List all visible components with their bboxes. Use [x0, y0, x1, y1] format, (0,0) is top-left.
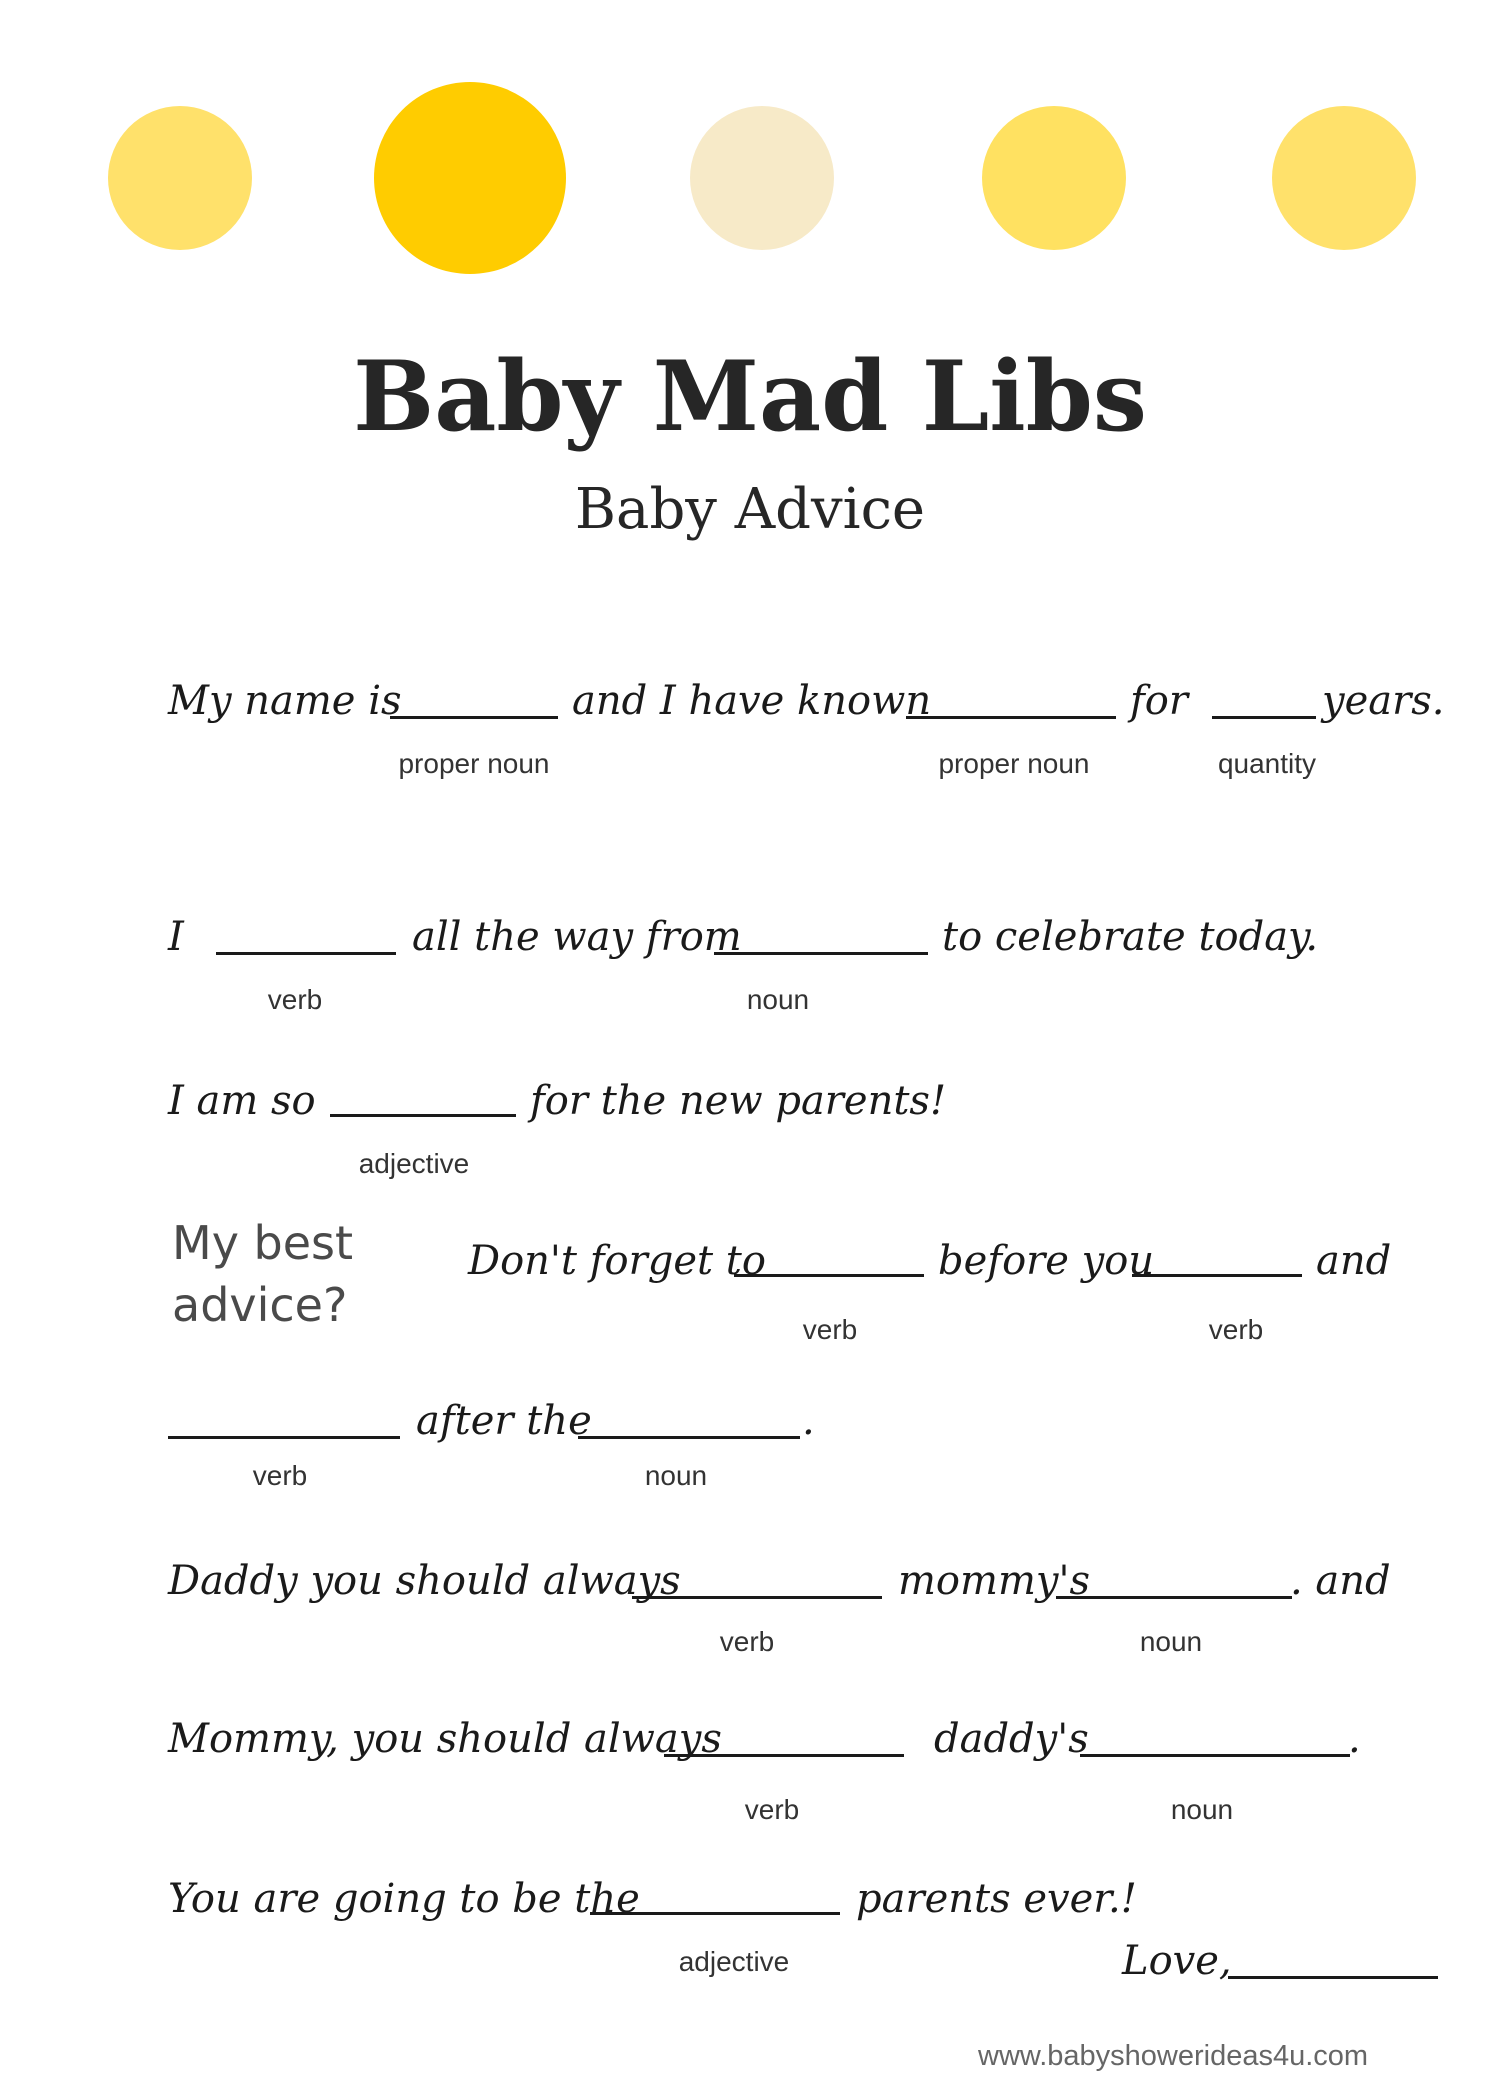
line6-hint-1: verb [719, 1626, 775, 1657]
line2-text-a: I [168, 914, 184, 960]
line5-text-b: . [802, 1398, 815, 1444]
advice-heading [172, 1212, 353, 1336]
decorative-dot-4 [982, 106, 1126, 250]
line5-blank-1[interactable] [168, 1436, 400, 1439]
line7-text-b: daddy's [934, 1716, 1089, 1762]
line3-hint-1: adjective [358, 1148, 470, 1179]
line1-blank-2[interactable] [906, 716, 1116, 719]
page-title: Baby Mad Libs [353, 340, 1147, 453]
line4-blank-1[interactable] [734, 1274, 924, 1277]
line4-text-a: Don't forget to [468, 1238, 766, 1284]
line1-blank-1[interactable] [390, 716, 558, 719]
line7-text-a: Mommy, you should always [168, 1716, 722, 1762]
line5-hint-2: noun [644, 1460, 708, 1491]
line1-text-d: years. [1322, 678, 1445, 724]
advice-heading-line1: My best [172, 1216, 354, 1270]
line7-blank-2[interactable] [1080, 1754, 1350, 1757]
line4-blank-2[interactable] [1132, 1274, 1302, 1277]
decorative-dot-3 [690, 106, 834, 250]
line1-blank-3[interactable] [1212, 716, 1316, 719]
line7-blank-1[interactable] [664, 1754, 904, 1757]
line5-blank-2[interactable] [578, 1436, 800, 1439]
line2-hint-2: noun [746, 984, 810, 1015]
line1-text-a: My name is [168, 678, 402, 724]
line4-hint-1: verb [802, 1314, 858, 1345]
line8-hint-1: adjective [678, 1946, 790, 1977]
line6-text-b: mommy's [898, 1558, 1090, 1604]
advice-heading-line2: advice? [172, 1278, 348, 1332]
line8-text-a: You are going to be the [168, 1876, 640, 1922]
line4-text-c: and [1316, 1238, 1392, 1284]
line1-hint-2: proper noun [938, 748, 1090, 779]
line3-text-b: for the new parents! [530, 1078, 947, 1124]
line2-text-c: to celebrate today. [942, 914, 1319, 960]
line6-text-c: . and [1290, 1558, 1391, 1604]
line2-blank-2[interactable] [714, 952, 928, 955]
line8-text-b: parents ever.! [856, 1876, 1137, 1922]
page-subtitle: Baby Advice [574, 477, 926, 542]
line7-hint-1: verb [744, 1794, 800, 1825]
line6-text-a: Daddy you should always [168, 1558, 681, 1604]
line6-hint-2: noun [1139, 1626, 1203, 1657]
line2-blank-1[interactable] [216, 952, 396, 955]
signature-blank[interactable] [1228, 1976, 1438, 1979]
line8-blank-1[interactable] [590, 1912, 840, 1915]
line4-hint-2: verb [1208, 1314, 1264, 1345]
decorative-dot-2 [374, 82, 566, 274]
love-label: Love, [1122, 1938, 1232, 1984]
line3-text-a: I am so [168, 1078, 316, 1124]
line4-text-b: before you [938, 1238, 1155, 1284]
line5-hint-1: verb [252, 1460, 308, 1491]
line7-text-c: . [1348, 1716, 1361, 1762]
line5-text-a: after the [416, 1398, 592, 1444]
decorative-dot-5 [1272, 106, 1416, 250]
line1-text-b: and I have known [572, 678, 932, 724]
line3-blank-1[interactable] [330, 1114, 516, 1117]
line2-text-b: all the way from [412, 914, 742, 960]
line1-hint-3: quantity [1217, 748, 1317, 779]
line6-blank-1[interactable] [632, 1596, 882, 1599]
decorative-dot-1 [108, 106, 252, 250]
line1-hint-1: proper noun [398, 748, 550, 779]
line1-text-c: for [1130, 678, 1189, 724]
line7-hint-2: noun [1170, 1794, 1234, 1825]
line2-hint-1: verb [267, 984, 323, 1015]
footer-website: www.babyshowerideas4u.com [978, 2040, 1369, 2072]
line6-blank-2[interactable] [1056, 1596, 1292, 1599]
